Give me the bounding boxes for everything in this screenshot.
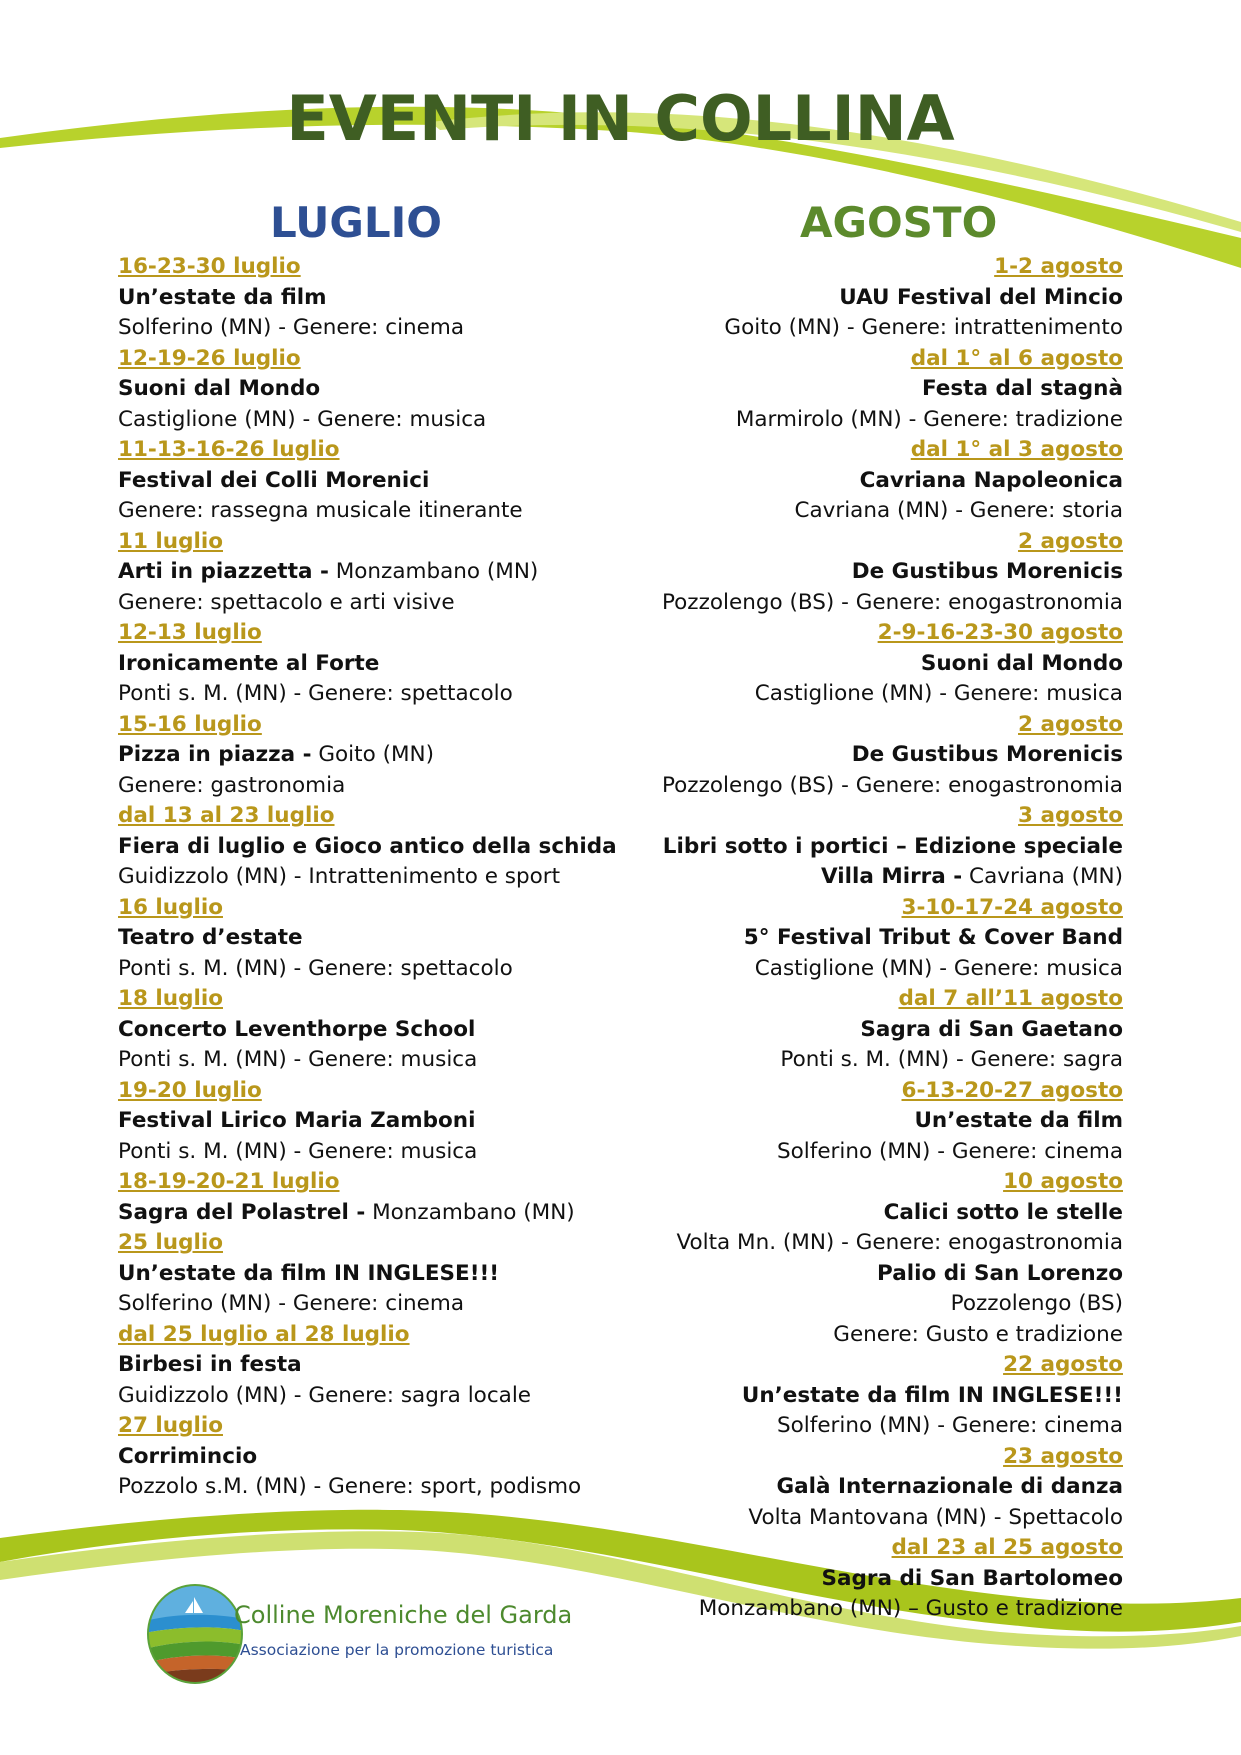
event-title: UAU Festival del Mincio [839, 284, 1123, 310]
event-line [520, 1045, 1123, 1076]
event-title: Fiera di luglio e Gioco antico della schida [118, 833, 617, 859]
event-title: Teatro d’estate [118, 925, 303, 950]
event-title: Ironicamente al Forte [118, 650, 380, 676]
month-heading-agosto: AGOSTO [800, 198, 998, 247]
event-title: Libri sotto i portici – Edizione speciale [662, 833, 1123, 859]
event-line [520, 1564, 1123, 1595]
event-detail: Goito (MN) - Genere: intrattenimento [724, 315, 1123, 340]
event-date[interactable]: 15-16 luglio [118, 711, 262, 737]
event-date[interactable]: 2-9-16-23-30 agosto [877, 620, 1123, 645]
event-line [520, 1259, 1123, 1290]
event-detail: Pozzolengo (BS) [950, 1291, 1123, 1316]
event-date[interactable]: 25 luglio [118, 1230, 223, 1255]
event-date[interactable]: 19-20 luglio [118, 1077, 262, 1103]
event-title: Suoni dal Mondo [920, 650, 1123, 676]
event-line [520, 679, 1123, 710]
event-title: Pizza in piazza - [118, 742, 312, 767]
event-detail: Genere: spettacolo e arti visive [118, 589, 455, 615]
event-date[interactable]: 22 agosto [1003, 1352, 1123, 1377]
event-line [520, 405, 1123, 436]
event-date[interactable]: 12-19-26 luglio [118, 345, 301, 371]
event-detail: Cavriana (MN) [962, 864, 1123, 889]
month-heading-luglio: LUGLIO [270, 198, 442, 247]
event-line [520, 1228, 1123, 1259]
event-title: Corrimincio [118, 1443, 258, 1469]
event-detail: Solferino (MN) - Genere: cinema [776, 1413, 1123, 1438]
event-line [520, 771, 1123, 802]
event-detail: Solferino (MN) - Genere: cinema [118, 1291, 465, 1316]
event-line [520, 1137, 1123, 1168]
event-detail: Marmirolo (MN) - Genere: tradizione [735, 406, 1123, 432]
event-line [520, 588, 1123, 619]
event-detail: Castiglione (MN) - Genere: musica [118, 406, 487, 432]
event-line [520, 1594, 1123, 1625]
event-line [520, 1320, 1123, 1351]
event-detail: Volta Mantovana (MN) - Spettacolo [748, 1504, 1123, 1530]
event-title: Concerto Leventhorpe School [118, 1016, 476, 1042]
event-detail: Monzambano (MN) [328, 559, 539, 584]
event-line [520, 1015, 1123, 1046]
event-line [520, 923, 1123, 954]
event-line [520, 1289, 1123, 1320]
event-detail: Ponti s. M. (MN) - Genere: musica [118, 1047, 478, 1072]
event-date[interactable]: 2 agosto [1018, 711, 1123, 737]
event-line [520, 1106, 1123, 1137]
event-detail: Pozzolengo (BS) - Genere: enogastronomia [661, 772, 1123, 798]
event-date[interactable]: 16-23-30 luglio [118, 254, 301, 279]
event-title: Calici sotto le stelle [883, 1199, 1123, 1225]
event-detail: Solferino (MN) - Genere: cinema [776, 1138, 1123, 1164]
event-title: Un’estate da film IN INGLESE!!! [741, 1382, 1123, 1408]
event-title: De Gustibus Morenicis [851, 742, 1123, 767]
agosto-events-column [520, 252, 1123, 1625]
event-line [520, 1503, 1123, 1534]
event-date[interactable]: 6-13-20-27 agosto [901, 1077, 1123, 1103]
event-line [520, 1411, 1123, 1442]
event-line [520, 954, 1123, 985]
event-detail: Genere: Gusto e tradizione [833, 1321, 1123, 1347]
event-date[interactable]: 27 luglio [118, 1413, 223, 1438]
event-detail: Ponti s. M. (MN) - Genere: sagra [780, 1047, 1123, 1072]
event-date[interactable]: 18-19-20-21 luglio [118, 1169, 340, 1194]
event-detail: Goito (MN) [311, 742, 434, 767]
event-line [520, 740, 1123, 771]
event-line [520, 862, 1123, 893]
event-detail: Genere: gastronomia [118, 772, 346, 798]
event-title: Cavriana Napoleonica [859, 467, 1123, 493]
event-title: Sagra del Polastrel - [118, 1199, 366, 1225]
event-line [520, 496, 1123, 527]
event-detail: Guidizzolo (MN) - Intrattenimento e sport [118, 864, 561, 889]
event-line [520, 1198, 1123, 1229]
event-date[interactable]: dal 1° al 6 agosto [910, 345, 1123, 371]
event-detail: Volta Mn. (MN) - Genere: enogastronomia [676, 1230, 1123, 1255]
event-title: Un’estate da film IN INGLESE!!! [118, 1260, 500, 1286]
event-date[interactable]: 23 agosto [1003, 1443, 1123, 1469]
event-date[interactable]: dal 13 al 23 luglio [118, 803, 335, 828]
event-date[interactable]: 2 agosto [1018, 528, 1123, 554]
event-title: Villa Mirra - [820, 864, 963, 889]
event-date[interactable]: 11 luglio [118, 528, 223, 554]
event-detail: Castiglione (MN) - Genere: musica [754, 955, 1123, 981]
logo-subtitle: Associazione per la promozione turistica [240, 1641, 554, 1659]
event-date[interactable]: 1-2 agosto [994, 254, 1123, 279]
event-line [520, 313, 1123, 344]
event-title: 5° Festival Tribut & Cover Band [743, 925, 1123, 950]
event-title: De Gustibus Morenicis [851, 559, 1123, 584]
event-line [520, 283, 1123, 314]
event-line [520, 557, 1123, 588]
event-detail: Ponti s. M. (MN) - Genere: musica [118, 1138, 478, 1164]
event-date[interactable]: dal 1° al 3 agosto [910, 437, 1123, 462]
event-line [520, 832, 1123, 863]
logo-title: Colline Moreniche del Garda [234, 1601, 573, 1629]
event-detail: Ponti s. M. (MN) - Genere: spettacolo [118, 955, 513, 981]
event-line [520, 374, 1123, 405]
event-title: Arti in piazzetta - [118, 559, 329, 584]
event-date[interactable]: 3 agosto [1018, 803, 1123, 828]
event-detail: Castiglione (MN) - Genere: musica [754, 681, 1123, 706]
event-title: Festival dei Colli Morenici [118, 467, 430, 493]
event-detail: Pozzolengo (BS) - Genere: enogastronomia [661, 589, 1123, 615]
event-detail: Pozzolo s.M. (MN) - Genere: sport, podismo [118, 1474, 582, 1499]
event-title: Birbesi in festa [118, 1352, 302, 1377]
event-title: Un’estate da film [118, 284, 327, 310]
event-date[interactable]: dal 7 all’11 agosto [898, 986, 1123, 1011]
event-date[interactable]: 12-13 luglio [118, 620, 262, 645]
event-title: Sagra di San Gaetano [860, 1016, 1123, 1042]
event-line [520, 1472, 1123, 1503]
event-date[interactable]: 16 luglio [118, 894, 223, 920]
event-detail: Guidizzolo (MN) - Genere: sagra locale [118, 1382, 532, 1408]
event-detail: Ponti s. M. (MN) - Genere: spettacolo [118, 681, 513, 706]
event-title: Palio di San Lorenzo [877, 1260, 1123, 1286]
page-title: EVENTI IN COLLINA [286, 82, 955, 155]
event-line [520, 649, 1123, 680]
event-date[interactable]: 18 luglio [118, 986, 223, 1011]
event-date[interactable]: 11-13-16-26 luglio [118, 437, 340, 462]
event-detail: Monzambano (MN) – Gusto e tradizione [698, 1596, 1123, 1621]
event-line [520, 1381, 1123, 1412]
event-detail: Solferino (MN) - Genere: cinema [118, 315, 465, 340]
event-date[interactable]: dal 25 luglio al 28 luglio [118, 1321, 410, 1347]
event-date[interactable]: dal 23 al 25 agosto [891, 1535, 1123, 1560]
event-title: Festival Lirico Maria Zamboni [118, 1108, 476, 1133]
event-title: Galà Internazionale di danza [776, 1474, 1123, 1499]
event-line [520, 466, 1123, 497]
event-detail: Genere: rassegna musicale itinerante [118, 498, 523, 523]
event-detail: Monzambano (MN) [365, 1199, 575, 1225]
event-date[interactable]: 3-10-17-24 agosto [901, 894, 1123, 920]
event-title: Suoni dal Mondo [118, 376, 321, 401]
event-detail: Cavriana (MN) - Genere: storia [794, 498, 1123, 523]
event-title: Un’estate da film [914, 1108, 1123, 1133]
event-title: Festa dal stagnà [921, 376, 1123, 401]
event-date[interactable]: 10 agosto [1003, 1169, 1123, 1194]
association-logo-icon [145, 1583, 245, 1685]
event-title: Sagra di San Bartolomeo [821, 1565, 1123, 1591]
